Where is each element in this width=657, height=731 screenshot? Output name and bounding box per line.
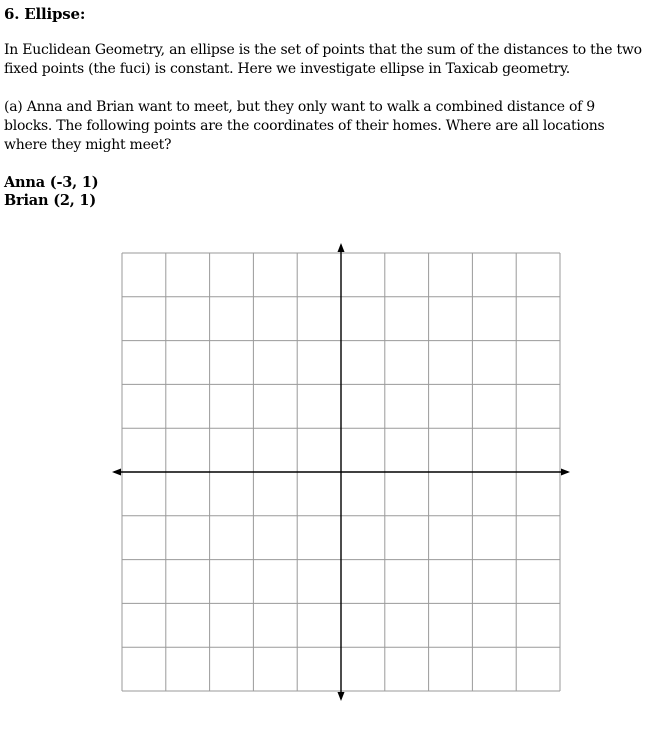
coordinate-grid-svg[interactable]	[110, 240, 580, 705]
coordinate-grid[interactable]	[110, 240, 580, 705]
brian-coordinates: Brian (2, 1)	[4, 192, 96, 209]
problem-heading: 6. Ellipse:	[4, 5, 86, 23]
intro-paragraph: In Euclidean Geometry, an ellipse is the set of points that the sum of the distances to the two fixed points (the fuci) is constant. Here we investigate ellipse in Taxicab geometry.	[4, 42, 642, 77]
y-axis-up-arrow-icon	[338, 243, 345, 252]
part-a-question: (a) Anna and Brian want to meet, but they only want to walk a combined distance of 9 blocks. The following points are the coordinates of their homes. Where are all locations where they might meet?	[4, 99, 605, 153]
y-axis-down-arrow-icon	[338, 692, 345, 701]
anna-coordinates: Anna (-3, 1)	[4, 174, 99, 191]
x-axis-right-arrow-icon	[561, 469, 570, 476]
axes	[112, 243, 570, 701]
x-axis-left-arrow-icon	[112, 469, 121, 476]
